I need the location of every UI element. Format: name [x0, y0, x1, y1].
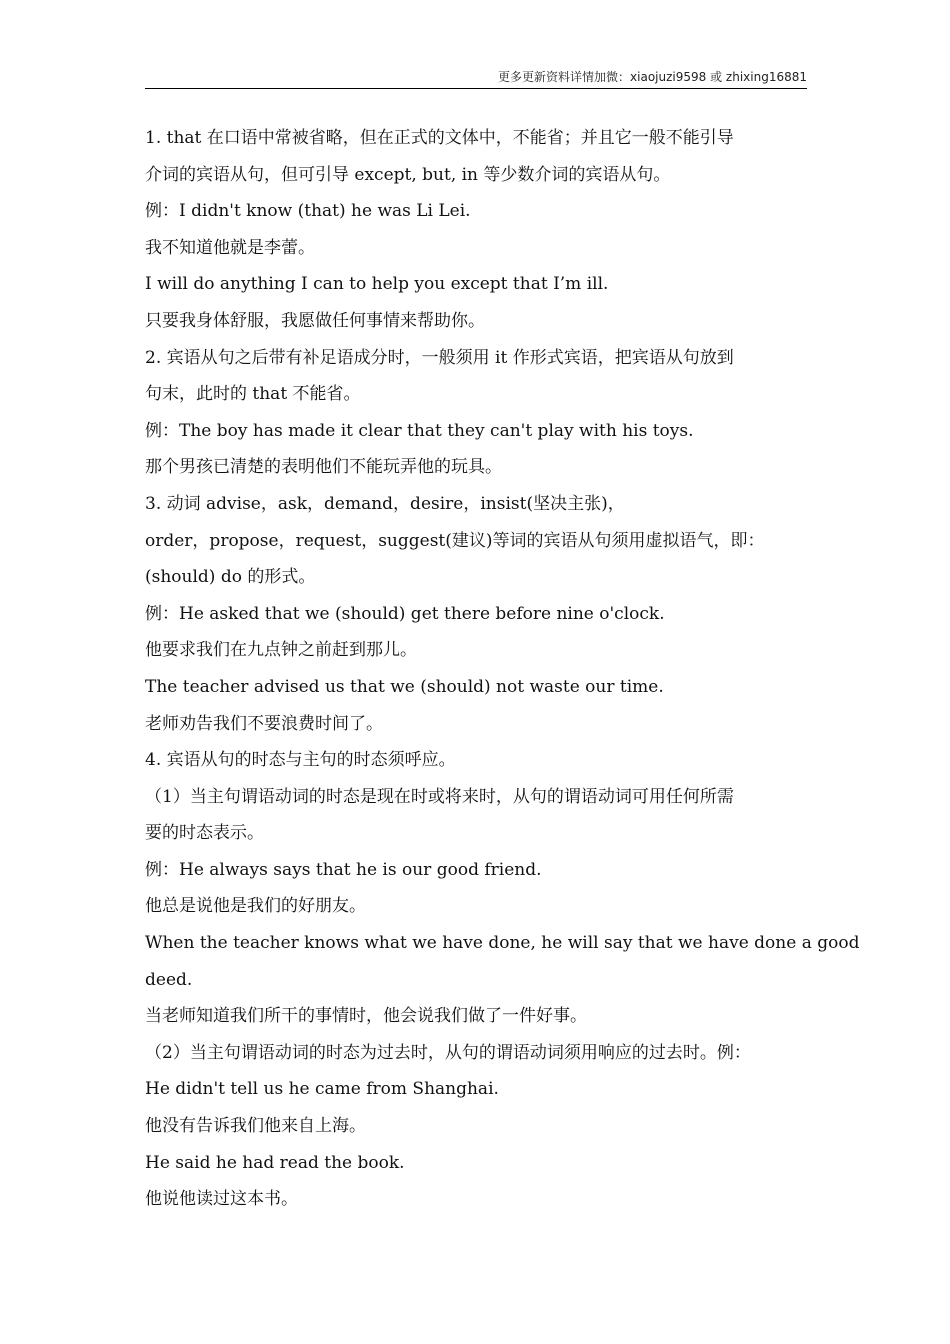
text-line: deed. [145, 969, 193, 990]
header-text: 更多更新资料详情加微：xiaojuzi9598 或 zhixing16881 [498, 70, 807, 84]
text-line: 老师劝告我们不要浪费时间了。 [145, 713, 383, 734]
page-header [145, 66, 807, 89]
text-line: 他总是说他是我们的好朋友。 [145, 896, 366, 917]
text-line: 2. 宾语从句之后带有补足语成分时，一般须用 it 作形式宾语，把宾语从句放到 [145, 347, 734, 368]
text-line: order，propose，request，suggest(建议)等词的宾语从句须用虚拟语气，即： [145, 530, 765, 551]
text-line: 例：He always says that he is our good friend. [145, 859, 542, 880]
text-line: 例：The boy has made it clear that they can't play with his toys. [145, 420, 694, 441]
text-line: 1. that 在口语中常被省略，但在正式的文体中，不能省；并且它一般不能引导 [145, 128, 734, 148]
text-line: 他说他读过这本书。 [145, 1189, 298, 1210]
text-line: 介词的宾语从句，但可引导 except, but, in 等少数介词的宾语从句。 [145, 164, 671, 185]
text-line: 我不知道他就是李蕾。 [145, 237, 315, 258]
document-body [145, 120, 860, 1218]
text-line: I will do anything I can to help you except that I’m ill. [145, 274, 609, 295]
text-line: 当老师知道我们所干的事情时，他会说我们做了一件好事。 [145, 1006, 587, 1027]
text-line: He said he had read the book. [145, 1152, 405, 1173]
text-line: When the teacher knows what we have done, he will say that we have done a good [145, 933, 860, 954]
text-line: 只要我身体舒服，我愿做任何事情来帮助你。 [145, 310, 485, 331]
text-line: (should) do 的形式。 [145, 567, 316, 588]
text-line: He didn't tell us he came from Shanghai. [145, 1079, 499, 1100]
text-line: 4. 宾语从句的时态与主句的时态须呼应。 [145, 750, 456, 771]
text-line: 要的时态表示。 [145, 823, 264, 844]
text-line: 他没有告诉我们他来自上海。 [145, 1116, 366, 1137]
text-line: The teacher advised us that we (should) not waste our time. [145, 676, 664, 697]
text-line: 例：I didn't know (that) he was Li Lei. [145, 201, 471, 222]
text-line: 例：He asked that we (should) get there before nine o'clock. [145, 603, 665, 624]
text-line: 他要求我们在九点钟之前赶到那儿。 [145, 640, 417, 661]
text-line: （1）当主句谓语动词的时态是现在时或将来时，从句的谓语动词可用任何所需 [145, 786, 734, 807]
text-line: 句末，此时的 that 不能省。 [145, 384, 361, 405]
text-line: 3. 动词 advise，ask，demand，desire，insist(坚决主张)， [145, 493, 625, 514]
text-line: 那个男孩已清楚的表明他们不能玩弄他的玩具。 [145, 457, 502, 478]
text-line: （2）当主句谓语动词的时态为过去时，从句的谓语动词须用响应的过去时。例： [145, 1042, 751, 1063]
